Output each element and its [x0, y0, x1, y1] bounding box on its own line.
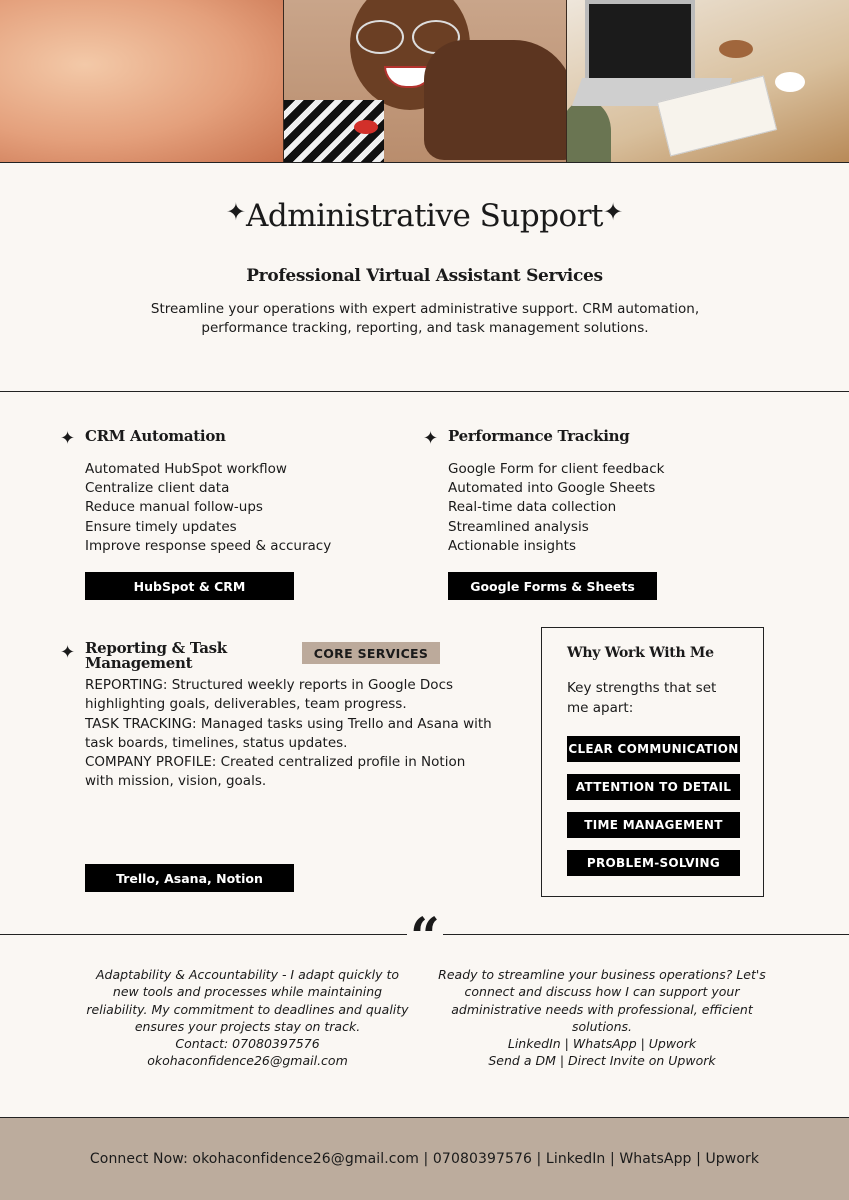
list-item: Centralize client data	[85, 480, 230, 497]
plant-shape	[566, 100, 611, 162]
sparkle-icon: ✦	[60, 642, 76, 663]
performance-tool-tag: Google Forms & Sheets	[448, 572, 657, 600]
list-item: Streamlined analysis	[448, 518, 589, 535]
sparkle-icon: ✦	[225, 198, 246, 226]
header-photo-strip	[0, 0, 849, 162]
performance-title: Performance Tracking	[448, 427, 630, 445]
list-item: Ensure timely updates	[85, 518, 237, 535]
strength-badge: ATTENTION TO DETAIL	[567, 774, 740, 800]
intro-text: Streamline your operations with expert administrative support. CRM automation, performance tracking, reporting, and task management solutions.	[150, 301, 700, 336]
red-nail-shape	[354, 120, 378, 134]
strength-badge: CLEAR COMMUNICATION	[567, 736, 740, 762]
list-item: Automated into Google Sheets	[448, 480, 656, 497]
list-item: Google Form for client feedback	[448, 461, 665, 477]
performance-list	[448, 460, 664, 556]
why-title: Why Work With Me	[567, 645, 714, 661]
why-work-with-me-box	[541, 627, 764, 897]
page-title: Administrative Support	[245, 198, 603, 234]
footer-bar	[0, 1117, 849, 1200]
laptop-screen-shape	[585, 0, 695, 80]
sparkle-icon: ✦	[423, 428, 439, 449]
laptop-desk-photo	[566, 0, 849, 162]
strength-badge: PROBLEM-SOLVING	[567, 850, 740, 876]
hand-shape	[424, 40, 566, 160]
photo-divider	[0, 162, 849, 163]
call-to-action-statement: Ready to streamline your business operations? Let's connect and discuss how I can support your administrative needs with professional, efficient solutions. LinkedIn | WhatsApp | Upwork Send a DM | Direct Invite on Upwork	[438, 967, 766, 1069]
list-item: Improve response speed & accuracy	[85, 537, 332, 554]
list-item: Reduce manual follow-ups	[85, 499, 263, 516]
sparkle-icon: ✦	[603, 198, 624, 226]
mouse-shape	[775, 72, 805, 92]
footer-contact-text: Connect Now: okohaconfidence26@gmail.com | 07080397576 | LinkedIn | WhatsApp | Upwork	[89, 1151, 760, 1167]
list-item: Real-time data collection	[448, 499, 617, 516]
why-description: Key strengths that set me apart:	[567, 680, 717, 716]
reporting-tool-tag: Trello, Asana, Notion	[85, 864, 294, 892]
smiling-woman-photo	[283, 0, 566, 162]
section-divider	[0, 391, 849, 392]
reporting-description: REPORTING: Structured weekly reports in Google Docs highlighting goals, deliverables, team progress. TASK TRACKING: Managed tasks using Trello and Asana with task boards, timelines, status updates. COMPANY PROFILE: Created centralized profile in Notion with mission, vision, goals.	[85, 677, 492, 790]
page-title-row	[0, 198, 849, 234]
list-item: Automated HubSpot workflow	[85, 461, 287, 477]
crm-list	[85, 460, 331, 556]
adaptability-statement: Adaptability & Accountability - I adapt quickly to new tools and processes while maintaining reliability. My commitment to deadlines and quality ensures your projects stay on track. Contact: 07080397576 okohaconfidence26@gmail.com	[86, 967, 409, 1069]
peach-texture-photo	[0, 0, 283, 162]
coffee-cup-shape	[719, 40, 753, 58]
core-services-badge: CORE SERVICES	[302, 642, 440, 664]
crm-tool-tag: HubSpot & CRM	[85, 572, 294, 600]
reporting-title: Reporting & Task Management	[85, 639, 227, 672]
page-subtitle: Professional Virtual Assistant Services	[246, 266, 603, 286]
quote-icon: “	[407, 912, 443, 948]
list-item: Actionable insights	[448, 537, 577, 554]
crm-title: CRM Automation	[85, 427, 226, 445]
sparkle-icon: ✦	[60, 428, 76, 449]
strength-badge: TIME MANAGEMENT	[567, 812, 740, 838]
